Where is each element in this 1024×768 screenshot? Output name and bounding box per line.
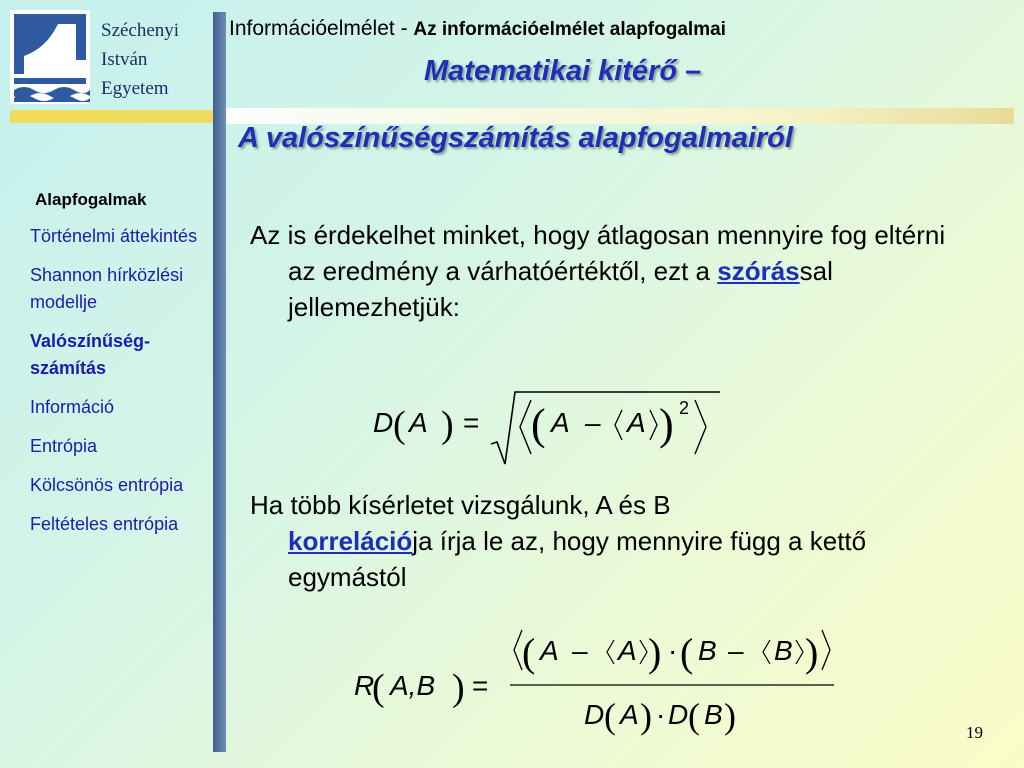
corr-minus-2: – xyxy=(728,635,744,666)
sidebar-item-history[interactable]: Történelmi áttekintés xyxy=(30,226,198,246)
svg-text:(: ( xyxy=(531,400,546,449)
corr-den-fn-2: D xyxy=(668,699,689,730)
paragraph-std-deviation xyxy=(250,217,950,325)
logo-line-3: Egyetem xyxy=(101,78,169,99)
svg-text:): ) xyxy=(441,404,454,446)
sidebar-item-mutual-entropy[interactable]: Kölcsönös entrópia xyxy=(30,475,184,495)
corr-dot-1: · xyxy=(668,635,678,666)
course-name: Információelmélet - xyxy=(229,17,414,40)
corr-den-fn-1: D xyxy=(584,699,605,730)
corr-equals: = xyxy=(472,670,489,701)
svg-text:(: ( xyxy=(604,696,616,736)
svg-text:): ) xyxy=(452,667,465,709)
svg-text:(: ( xyxy=(522,630,536,675)
paragraph-correlation xyxy=(250,487,950,595)
corr-dot-2: · xyxy=(656,699,666,730)
university-logo xyxy=(10,10,215,108)
p2-text-before: Ha több kísérletet vizsgálunk, A és B xyxy=(250,490,671,520)
svg-text:(: ( xyxy=(393,404,406,446)
corr-num-a: A xyxy=(540,635,559,666)
corr-mean-b: B xyxy=(774,635,793,666)
link-korrelacio[interactable]: korreláció xyxy=(288,526,413,556)
corr-den-b: B xyxy=(704,699,723,730)
std-inner-a: A xyxy=(551,407,570,438)
university-emblem-icon xyxy=(10,10,90,104)
sidebar-item-conditional-entropy[interactable]: Feltételes entrópia xyxy=(30,514,179,534)
logo-line-1: Széchenyi xyxy=(101,20,180,41)
sidebar-item-entropy[interactable]: Entrópia xyxy=(30,436,98,456)
sidebar-item-probability[interactable]: Valószínűség-számítás xyxy=(30,331,151,378)
svg-text:): ) xyxy=(648,630,662,675)
sidebar-item-information[interactable]: Információ xyxy=(30,397,115,417)
university-name xyxy=(101,16,179,103)
svg-text:): ) xyxy=(724,696,736,736)
sidebar-nav xyxy=(30,190,210,550)
std-minus: – xyxy=(585,407,601,438)
svg-text:): ) xyxy=(659,400,674,449)
vertical-divider xyxy=(213,12,226,752)
p1-text-before: Az is érdekelhet minket, hogy átlagosan mennyire fog eltérni az eredmény a várhatóértéktől, ezt a xyxy=(250,220,946,286)
logo-line-2: István xyxy=(101,49,148,70)
link-szoras[interactable]: szórás xyxy=(717,256,800,286)
course-header xyxy=(229,17,726,41)
corr-lhs-args: A,B xyxy=(390,670,436,701)
svg-text:(: ( xyxy=(680,630,694,675)
corr-den-a: A xyxy=(620,699,639,730)
svg-text:(: ( xyxy=(372,667,385,709)
svg-text:): ) xyxy=(640,696,652,736)
p1-text-after: sal jellemezhetjük: xyxy=(288,256,833,322)
corr-lhs-fn: R xyxy=(354,670,375,701)
std-lhs-arg: A xyxy=(409,407,428,438)
svg-text:(: ( xyxy=(688,696,700,736)
page-number: 19 xyxy=(966,723,983,742)
correlation-formula xyxy=(350,620,850,740)
std-mean-a: A xyxy=(627,407,646,438)
std-lhs-fn: D xyxy=(373,407,394,438)
corr-mean-a: A xyxy=(618,635,637,666)
std-deviation-formula xyxy=(365,382,725,472)
sidebar-section-heading: Alapfogalmak xyxy=(35,190,147,209)
slide-title-line-2: A valószínűségszámítás alapfogalmairól xyxy=(238,122,793,154)
svg-text:): ) xyxy=(805,630,819,675)
std-exponent: 2 xyxy=(679,398,690,418)
std-equals: = xyxy=(463,407,480,438)
corr-num-b: B xyxy=(698,635,717,666)
p2-text-after: ja írja le az, hogy mennyire függ a kettő egymástól xyxy=(288,526,867,592)
corr-minus-1: – xyxy=(572,635,588,666)
logo-underline-bar xyxy=(10,110,215,123)
slide-title-line-1: Matematikai kitérő – xyxy=(424,55,702,87)
chapter-name: Az információelmélet alapfogalmai xyxy=(413,19,726,40)
sidebar-item-shannon-model[interactable]: Shannon hírközlési modellje xyxy=(30,265,184,312)
